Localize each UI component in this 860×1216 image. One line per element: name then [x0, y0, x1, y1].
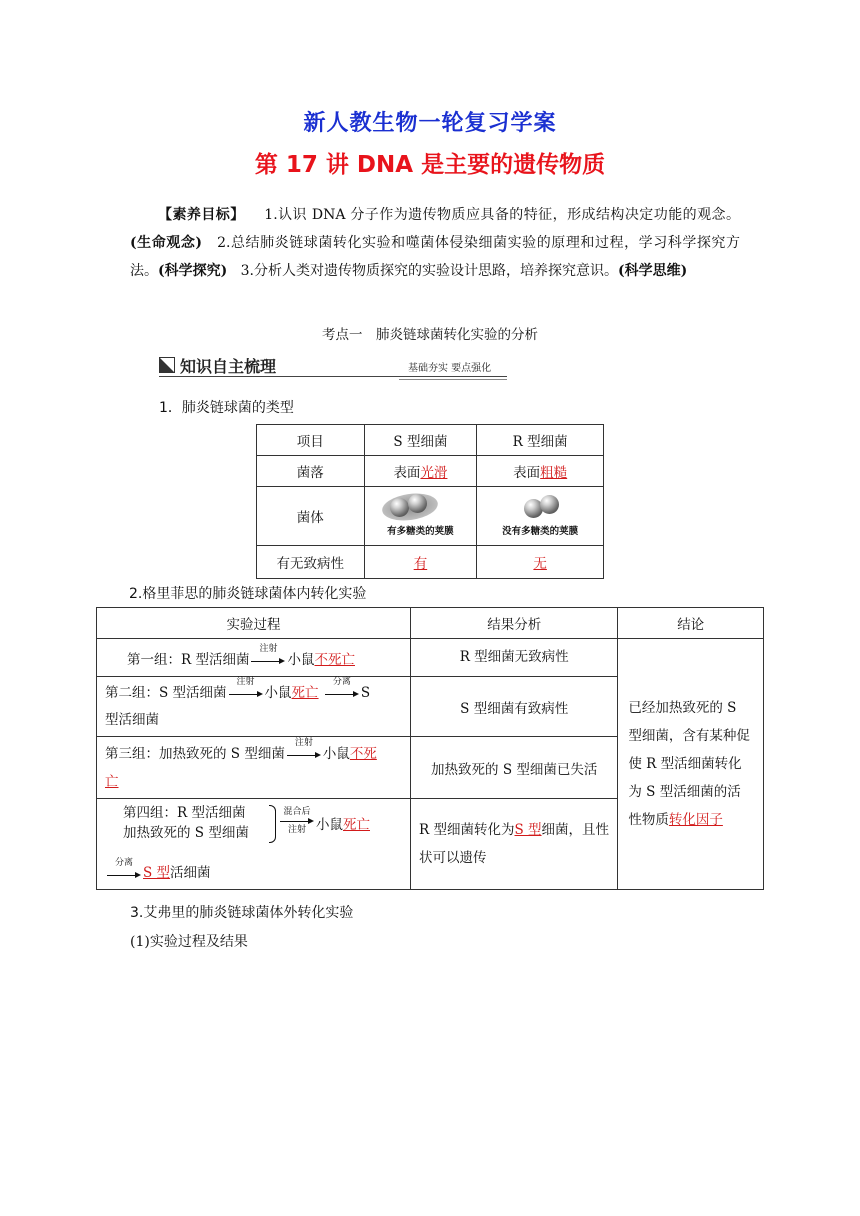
goal-3-tag: (科学思维)	[617, 263, 688, 279]
group1-prefix: 第一组：R 型活细菌	[127, 651, 250, 668]
table-row	[257, 487, 604, 546]
conclusion-text: 已经加热致死的 S 型细菌，含有某种促使 R 型活细菌转化为 S 型活细菌的活性物质	[628, 700, 750, 828]
group2-mid: 小鼠	[264, 684, 292, 701]
section-heading: 考点一 肺炎链球菌转化实验的分析	[322, 327, 538, 343]
group4-suffix: 活细菌	[170, 865, 211, 881]
group2-process	[97, 677, 411, 737]
part3-subheading: (1)实验过程及结果	[130, 934, 248, 950]
table-header-cell: R 型细菌	[477, 425, 604, 456]
colony-s-cell	[364, 456, 477, 487]
virulence-s-answer: 有	[413, 556, 428, 572]
colony-r-prefix: 表面	[513, 465, 541, 481]
group2-answer: 死亡	[291, 684, 319, 701]
group4-line1: 第四组：R 型活细菌	[123, 805, 246, 821]
table-row	[257, 425, 604, 456]
group4-answer2: S 型	[143, 865, 171, 881]
colony-s-prefix: 表面	[393, 465, 421, 481]
part1-heading: 1．肺炎链球菌的类型	[159, 400, 294, 416]
arrow-label: 混合后	[283, 807, 311, 817]
group4-result-suffix: 细菌，且性状可以遗传	[419, 822, 610, 866]
group3-answer-line2: 亡	[105, 773, 119, 790]
virulence-r-cell	[477, 546, 604, 579]
table-header-cell: 结论	[618, 608, 764, 639]
goal-2-tag: (科学探究)	[158, 263, 228, 279]
group1-result: R 型细菌无致病性	[411, 639, 618, 677]
goal-2: 2.总结肺炎链球菌转化实验和噬菌体侵染细菌实验的原理和过程，学习科学探究方法。	[130, 235, 740, 279]
group1-process	[97, 639, 411, 677]
bacteria-type-table	[256, 424, 604, 579]
group4-answer: 死亡	[343, 817, 370, 833]
group4-outcome	[316, 813, 370, 833]
group4-process	[97, 799, 411, 890]
group4-lines	[123, 803, 249, 843]
r-bacteria-caption: 没有多糖类的荚膜	[502, 526, 579, 537]
group2-suffix: S	[360, 684, 371, 701]
group1-answer: 不死亡	[314, 651, 355, 668]
group4-separation	[105, 857, 211, 881]
row-label: 菌落	[257, 456, 365, 487]
part2-heading: 2.格里菲思的肺炎链球菌体内转化实验	[129, 586, 367, 602]
table-header-cell: 实验过程	[97, 608, 411, 639]
arrow-label: 分离	[332, 677, 351, 687]
group3-mid: 小鼠	[322, 745, 350, 762]
table-row	[257, 546, 604, 579]
r-bacteria-image	[488, 491, 592, 537]
group4-result-answer: S 型	[514, 822, 542, 838]
arrow-icon	[325, 677, 359, 700]
arrow-label: 注射	[259, 644, 278, 654]
virulence-r-answer: 无	[533, 556, 547, 572]
s-bacteria-caption: 有多糖类的荚膜	[387, 526, 454, 537]
group3-process	[97, 737, 411, 799]
banner-title: 知识自主梳理	[180, 357, 277, 376]
arrow-label: 分离	[114, 857, 133, 868]
arrow-icon	[251, 644, 285, 667]
banner-rule	[159, 376, 507, 377]
group4-mid: 小鼠	[316, 817, 343, 833]
body-r-cell	[477, 487, 604, 546]
group3-answer: 不死	[349, 745, 377, 762]
colony-s-answer: 光滑	[420, 465, 448, 481]
banner-subtitle: 基础夯实 要点强化	[408, 363, 492, 374]
conclusion-answer: 转化因子	[668, 812, 723, 828]
group2-suffix-line2: 型活细菌	[105, 711, 159, 728]
bacterium-ball	[540, 495, 559, 514]
table-row	[97, 639, 764, 677]
arrow-icon	[107, 857, 141, 881]
lesson-title: 第 17 讲 DNA 是主要的遗传物质	[254, 152, 606, 178]
group4-result	[411, 799, 618, 890]
group4-result-prefix: R 型细菌转化为	[419, 822, 515, 838]
table-header-cell: S 型细菌	[364, 425, 477, 456]
griffith-experiment-table	[96, 607, 764, 890]
virulence-s-cell	[364, 546, 477, 579]
body-s-cell	[364, 487, 477, 546]
goal-3: 3.分析人类对遗传物质探究的实验设计思路，培养探究意识。	[240, 263, 618, 279]
mix-arrow-icon	[280, 807, 314, 841]
brace-icon	[269, 805, 276, 843]
colony-r-answer: 粗糙	[540, 465, 568, 481]
group2-prefix: 第二组：S 型活细菌	[105, 684, 227, 701]
group3-prefix: 第三组：加热致死的 S 型细菌	[105, 745, 285, 762]
row-label: 菌体	[257, 487, 365, 546]
knowledge-banner	[159, 354, 507, 378]
arrow-label: 注射	[294, 738, 313, 748]
document-title: 新人教生物一轮复习学案	[303, 110, 557, 136]
goal-1-tag: (生命观念)	[130, 235, 203, 251]
part3-heading: 3.艾弗里的肺炎链球菌体外转化实验	[130, 905, 354, 921]
group2-result: S 型细菌有致病性	[411, 677, 618, 737]
goals-label: 【素养目标】	[158, 207, 245, 223]
table-header-cell: 结果分析	[411, 608, 618, 639]
arrow-label: 注射	[236, 677, 255, 687]
s-bacteria-image	[372, 491, 468, 537]
banner-rule-thin	[399, 379, 507, 380]
arrow-label: 注射	[287, 825, 306, 835]
table-row	[257, 456, 604, 487]
learning-goals	[130, 201, 740, 285]
group4-line2: 加热致死的 S 型细菌	[123, 825, 249, 841]
conclusion-cell	[618, 639, 764, 890]
arrow-icon	[229, 677, 263, 700]
row-label: 有无致病性	[257, 546, 365, 579]
group3-result: 加热致死的 S 型细菌已失活	[411, 737, 618, 799]
goal-1: 1.认识 DNA 分子作为遗传物质应具备的特征，形成结构决定功能的观念。	[264, 207, 740, 223]
table-header-cell: 项目	[257, 425, 365, 456]
arrow-icon	[287, 738, 321, 761]
table-row	[97, 608, 764, 639]
group1-mid: 小鼠	[287, 651, 315, 668]
colony-r-cell	[477, 456, 604, 487]
